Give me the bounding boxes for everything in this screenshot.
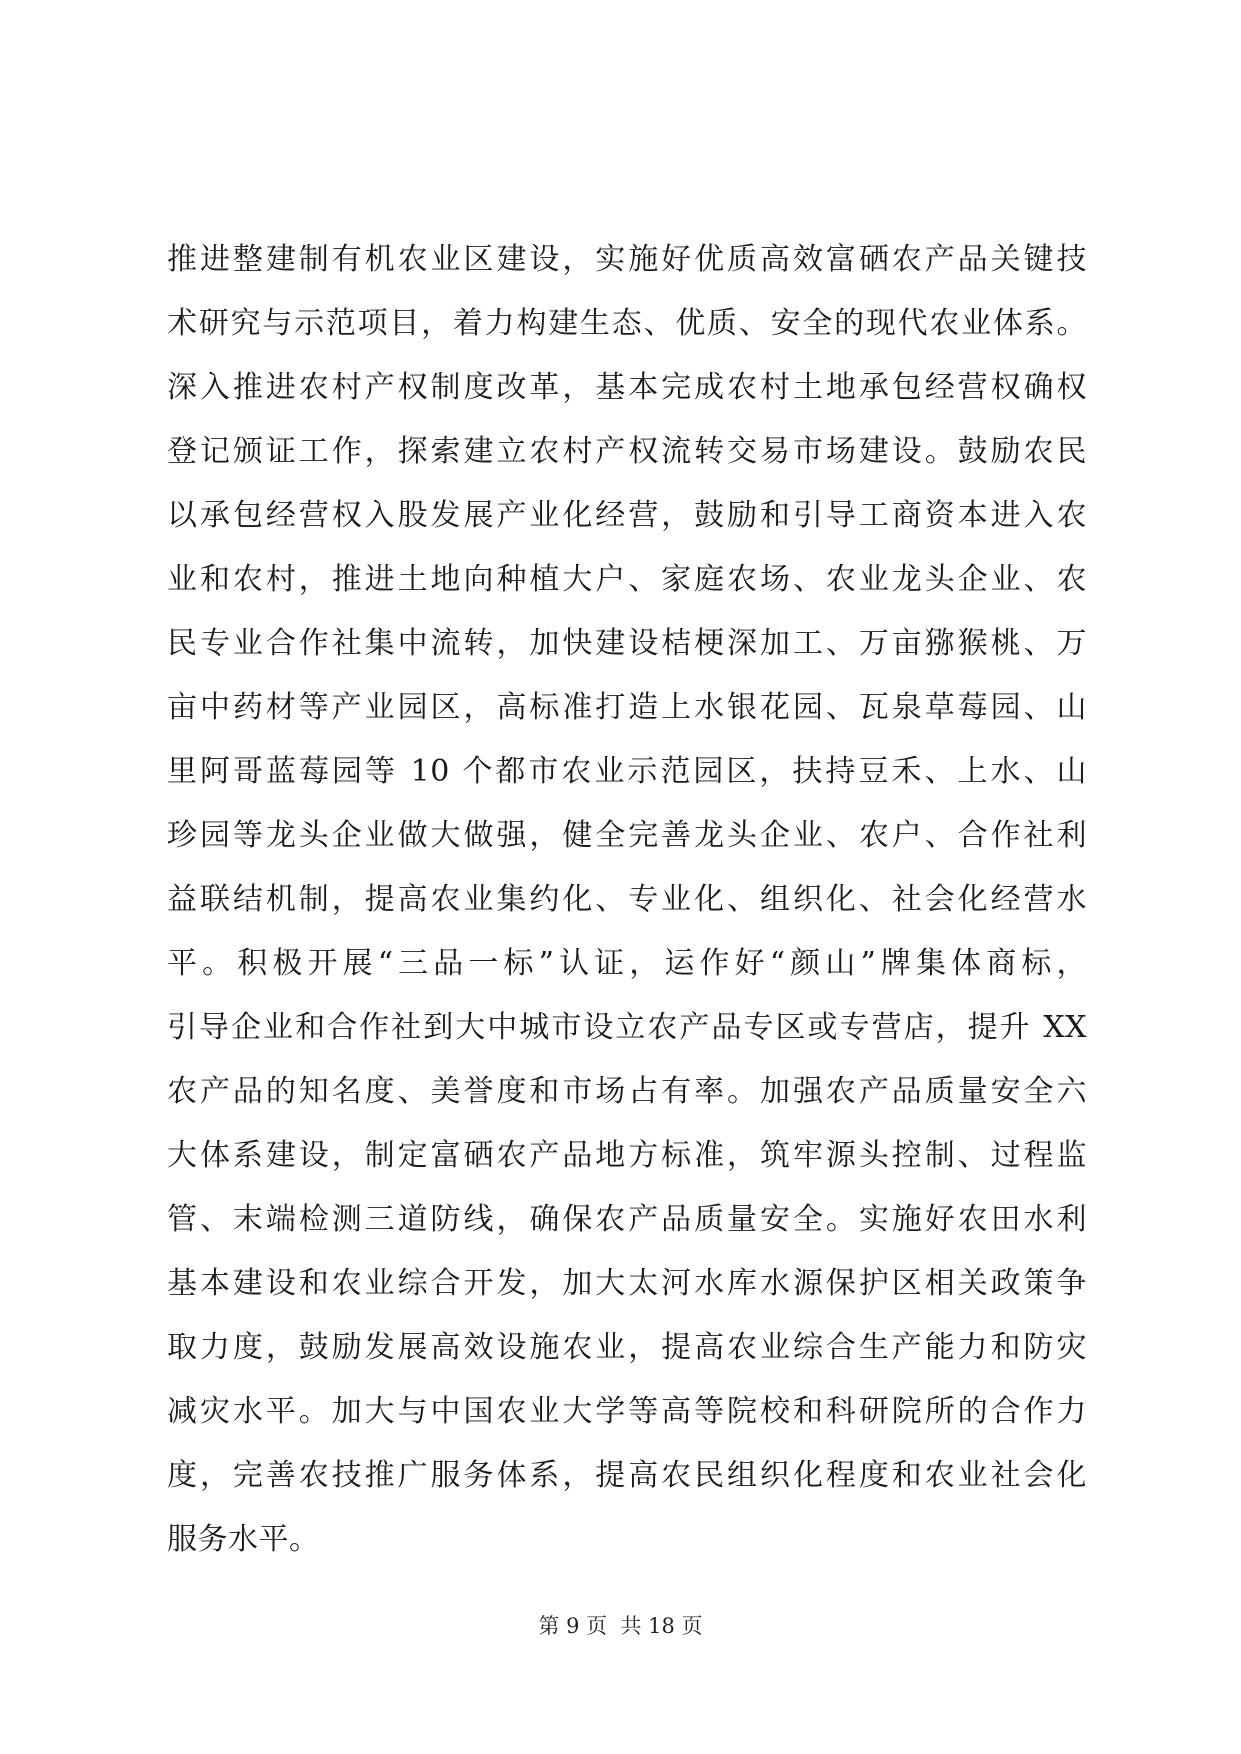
text-line: 度，完善农技推广服务体系，提高农民组织化程度和农业社会化	[167, 1458, 1087, 1493]
text-line: 以承包经营权入股发展产业化经营，鼓励和引导工商资本进入农	[167, 498, 1087, 533]
text-line: 术研究与示范项目，着力构建生态、优质、安全的现代农业体系。	[167, 306, 1087, 341]
text-line-last: 服务水平。	[167, 1522, 320, 1557]
text-line: 引导企业和合作社到大中城市设立农产品专区或专营店，提升 XX	[167, 1010, 1087, 1045]
text-line: 里阿哥蓝莓园等 10 个都市农业示范园区，扶持豆禾、上水、山	[167, 754, 1087, 789]
page-footer	[0, 1610, 1241, 1640]
text-line: 平。积极开展“三品一标”认证，运作好“颜山”牌集体商标，	[167, 946, 1087, 981]
text-line: 登记颁证工作，探索建立农村产权流转交易市场建设。鼓励农民	[167, 434, 1087, 469]
text-line: 农产品的知名度、美誉度和市场占有率。加强农产品质量安全六	[167, 1074, 1087, 1109]
text-line: 业和农村，推进土地向种植大户、家庭农场、农业龙头企业、农	[167, 562, 1087, 597]
text-line: 取力度，鼓励发展高效设施农业，提高农业综合生产能力和防灾	[167, 1330, 1087, 1365]
body-text	[167, 228, 1087, 1572]
text-line: 基本建设和农业综合开发，加大太河水库水源保护区相关政策争	[167, 1266, 1087, 1301]
text-line: 推进整建制有机农业区建设，实施好优质高效富硒农产品关键技	[167, 242, 1087, 277]
text-line: 深入推进农村产权制度改革，基本完成农村土地承包经营权确权	[167, 370, 1087, 405]
text-line: 亩中药材等产业园区，高标准打造上水银花园、瓦泉草莓园、山	[167, 690, 1087, 725]
text-line: 益联结机制，提高农业集约化、专业化、组织化、社会化经营水	[167, 882, 1087, 917]
text-line: 管、末端检测三道防线，确保农产品质量安全。实施好农田水利	[167, 1202, 1087, 1237]
text-line: 珍园等龙头企业做大做强，健全完善龙头企业、农户、合作社利	[167, 818, 1087, 853]
text-line: 民专业合作社集中流转，加快建设桔梗深加工、万亩猕猴桃、万	[167, 626, 1087, 661]
page-number: 第 9 页 共 18 页	[538, 1614, 703, 1638]
text-line: 大体系建设，制定富硒农产品地方标准，筑牢源头控制、过程监	[167, 1138, 1087, 1173]
text-line: 减灾水平。加大与中国农业大学等高等院校和科研院所的合作力	[167, 1394, 1087, 1429]
